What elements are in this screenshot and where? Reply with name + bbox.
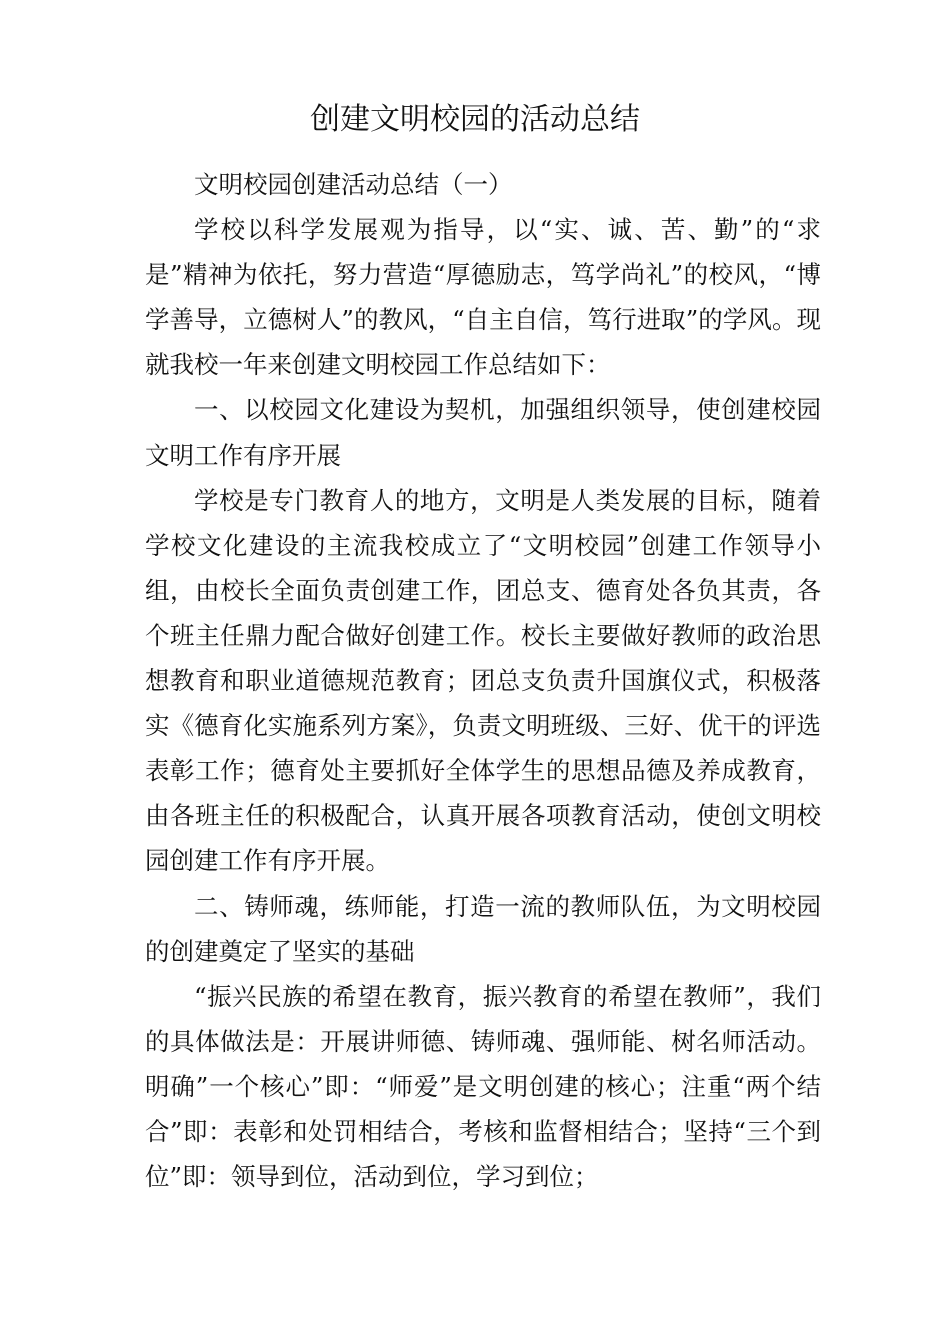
document-title: 创建文明校园的活动总结 xyxy=(310,102,640,137)
section-heading-2: 二、铸师魂，练师能，打造一流的教师队伍，为文明校园的创建奠定了坚实的基础 xyxy=(145,891,821,966)
paragraph-section-2: “振兴民族的希望在教育，振兴教育的希望在教师”，我们的具体做法是：开展讲师德、铸师魂、强师能、树名师活动。明确”一个核心”即：“师爱”是文明创建的核心；注重“两个结合”即：表彰和处罚相结合，考核和监督相结合；坚持“三个到位”即：领导到位，活动到位，学习到位； xyxy=(145,981,821,1192)
paragraph-intro: 学校以科学发展观为指导，以“实、诚、苦、勤”的“求是”精神为依托，努力营造“厚德励志，笃学尚礼”的校风，“博学善导，立德树人”的教风，“自主自信，笃行进取”的学风。现就我校一年来创建文明校园工作总结如下： xyxy=(145,215,821,380)
paragraph-subtitle: 文明校园创建活动总结（一） xyxy=(194,170,513,199)
document-body xyxy=(145,162,821,1199)
section-heading-1: 一、以校园文化建设为契机，加强组织领导，使创建校园文明工作有序开展 xyxy=(145,395,821,470)
paragraph-section-1: 学校是专门教育人的地方，文明是人类发展的目标，随着学校文化建设的主流我校成立了“文明校园”创建工作领导小组，由校长全面负责创建工作，团总支、德育处各负其责，各个班主任鼎力配合做好创建工作。校长主要做好教师的政治思想教育和职业道德规范教育；团总支负责升国旗仪式，积极落实《德育化实施系列方案》，负责文明班级、三好、优干的评选表彰工作；德育处主要抓好全体学生的思想品德及养成教育，由各班主任的积极配合，认真开展各项教育活动，使创文明校园创建工作有序开展。 xyxy=(145,485,821,876)
